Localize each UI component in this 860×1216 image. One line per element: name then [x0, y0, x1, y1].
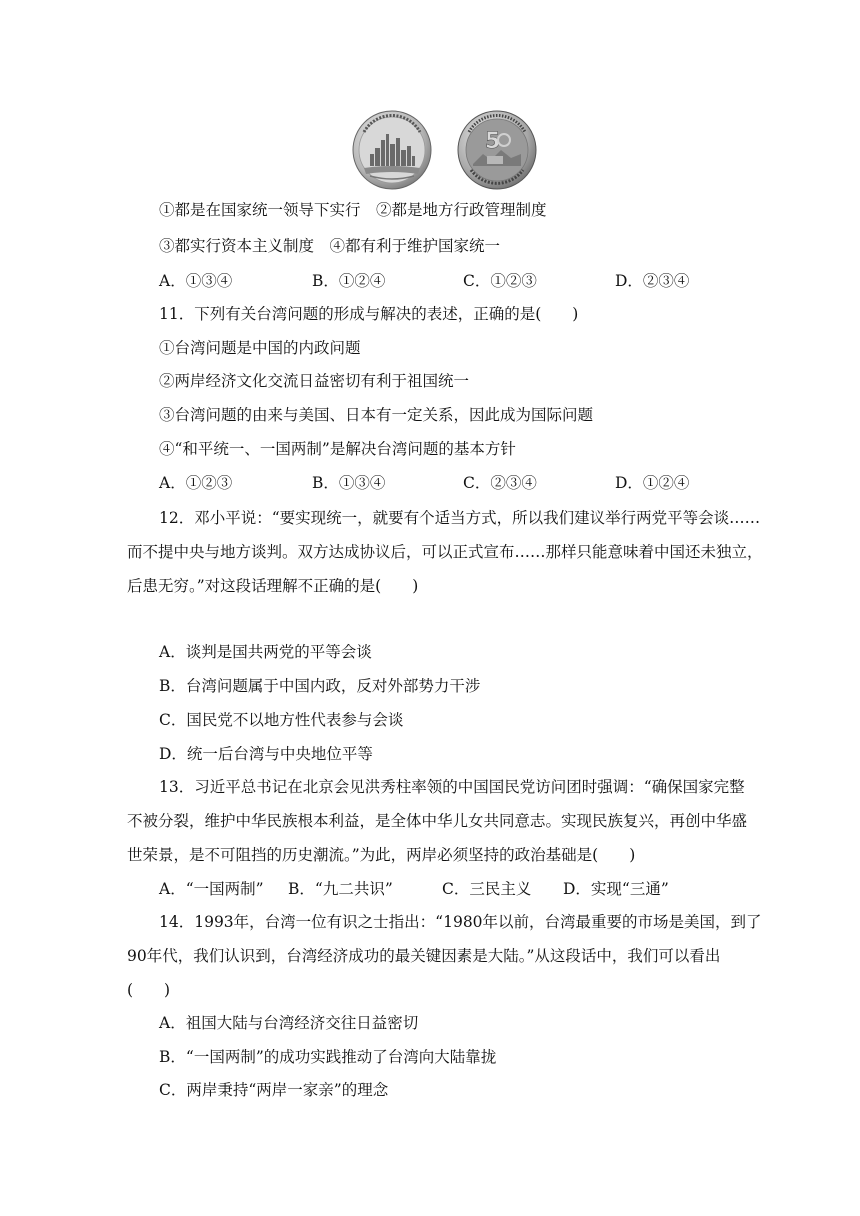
- q13-stem-line-2: 不被分裂，维护中华民族根本利益，是全体中华儿女共同意志。实现民族复兴，再创中华盛: [127, 812, 748, 830]
- q13-option-c[interactable]: C．三民主义: [442, 880, 532, 898]
- q11-option-b[interactable]: B．①③④: [312, 474, 386, 492]
- q11-option-d[interactable]: D．①②④: [615, 474, 690, 492]
- q11-statement-4: ④“和平统一、一国两制”是解决台湾问题的基本方针: [159, 440, 516, 458]
- q13-option-a[interactable]: A．“一国两制”: [159, 880, 264, 898]
- q11-stem: 11．下列有关台湾问题的形成与解决的表述，正确的是( ): [159, 305, 579, 323]
- hong-kong-commemorative-coin: [352, 110, 432, 190]
- q11-statement-1: ①台湾问题是中国的内政问题: [159, 339, 361, 357]
- q11-option-c[interactable]: C．②③④: [463, 474, 537, 492]
- q13-option-b[interactable]: B．“九二共识”: [288, 880, 393, 898]
- q12-stem-line-3: 后患无穷。”对这段话理解不正确的是( ): [127, 577, 419, 595]
- coin-images: [0, 110, 860, 190]
- q14-option-b[interactable]: B．“一国两制”的成功实践推动了台湾向大陆靠拢: [159, 1048, 497, 1066]
- q10-option-c[interactable]: C．①②③: [463, 272, 537, 290]
- q12-option-a[interactable]: A．谈判是国共两党的平等会谈: [159, 643, 372, 661]
- q14-option-c[interactable]: C．两岸秉持“两岸一家亲”的理念: [159, 1081, 389, 1099]
- q14-stem-line-3: ( ): [127, 981, 171, 999]
- q12-option-b[interactable]: B．台湾问题属于中国内政，反对外部势力干涉: [159, 677, 481, 695]
- q13-stem-line-3: 世荣景，是不可阻挡的历史潮流。”为此，两岸必须坚持的政治基础是( ): [127, 846, 636, 864]
- svg-text:5: 5: [485, 129, 501, 154]
- q10-option-b[interactable]: B．①②④: [312, 272, 386, 290]
- q10-statement-1-2: ①都是在国家统一领导下实行 ②都是地方行政管理制度: [159, 201, 547, 219]
- q12-option-d[interactable]: D．统一后台湾与中央地位平等: [159, 745, 373, 763]
- q12-option-c[interactable]: C．国民党不以地方性代表参与会谈: [159, 711, 404, 729]
- q12-stem-line-2: 而不提中央与地方谈判。双方达成协议后，可以正式宣布……那样只能意味着中国还未独立，: [127, 543, 763, 561]
- q11-option-a[interactable]: A．①②③: [159, 474, 233, 492]
- q10-option-d[interactable]: D．②③④: [615, 272, 690, 290]
- q11-statement-3: ③台湾问题的由来与美国、日本有一定关系，因此成为国际问题: [159, 406, 594, 424]
- q11-statement-2: ②两岸经济文化交流日益密切有利于祖国统一: [159, 372, 470, 390]
- q14-stem-line-2: 90年代，我们认识到，台湾经济成功的最关键因素是大陆。”从这段话中，我们可以看出: [127, 947, 721, 965]
- q10-statement-3-4: ③都实行资本主义制度 ④都有利于维护国家统一: [159, 237, 501, 255]
- tibet-anniversary-coin: [457, 110, 537, 190]
- q14-option-a[interactable]: A．祖国大陆与台湾经济交往日益密切: [159, 1014, 419, 1032]
- q10-option-a[interactable]: A．①③④: [159, 272, 233, 290]
- q13-stem-line-1: 13．习近平总书记在北京会见洪秀柱率领的中国国民党访问团时强调：“确保国家完整: [159, 778, 745, 796]
- q12-stem-line-1: 12．邓小平说：“要实现统一，就要有个适当方式，所以我们建议举行两党平等会谈……: [159, 509, 761, 527]
- q13-option-d[interactable]: D．实现“三通”: [563, 880, 669, 898]
- q14-stem-line-1: 14．1993年，台湾一位有识之士指出：“1980年以前，台湾最重要的市场是美国，到了: [159, 913, 762, 931]
